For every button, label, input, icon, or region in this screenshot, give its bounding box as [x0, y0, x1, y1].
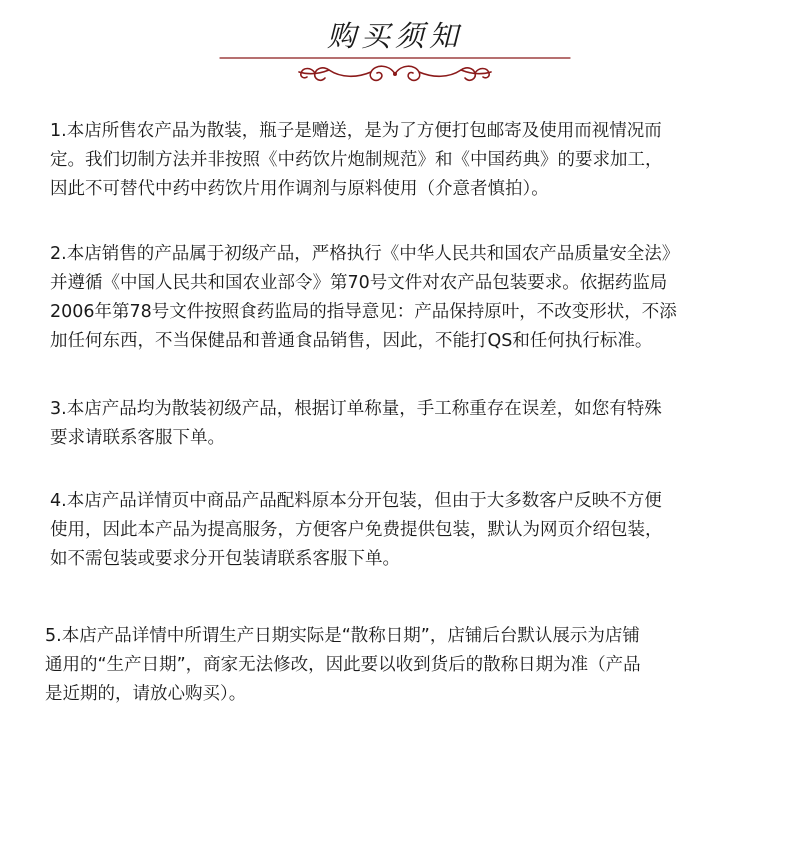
notice-line: 使用，因此本产品为提高服务，方便客户免费提供包装，默认为网页介绍包装，	[50, 520, 663, 540]
notice-item-3	[50, 395, 662, 453]
notice-line: 是近期的，请放心购买）。	[45, 684, 247, 704]
notice-line: 定。我们切制方法并非按照《中药饮片炮制规范》和《中国药典》的要求加工，	[50, 150, 663, 170]
notice-line: 并遵循《中国人民共和国农业部令》第70号文件对农产品包装要求。依据药监局	[50, 273, 668, 293]
notice-item-4	[50, 487, 663, 574]
notice-line: 5.本店产品详情中所谓生产日期实际是“散称日期”，店铺后台默认展示为店铺	[45, 626, 640, 646]
notice-line: 2.本店销售的产品属于初级产品，严格执行《中华人民共和国农产品质量安全法》	[50, 244, 680, 264]
notice-line: 3.本店产品均为散装初级产品，根据订单称量，手工称重存在误差，如您有特殊	[50, 399, 662, 419]
notice-item-1	[50, 117, 663, 204]
notice-line: 通用的“生产日期”，商家无法修改，因此要以收到货后的散称日期为准（产品	[45, 655, 641, 675]
notice-line: 2006年第78号文件按照食药监局的指导意见：产品保持原叶，不改变形状，不添	[50, 302, 677, 322]
notice-item-5	[45, 622, 641, 709]
notice-line: 1.本店所售农产品为散装，瓶子是赠送，是为了方便打包邮寄及使用而视情况而	[50, 121, 662, 141]
notice-line: 要求请联系客服下单。	[50, 428, 225, 448]
notice-line: 如不需包装或要求分开包装请联系客服下单。	[50, 549, 400, 569]
notice-line: 加任何东西，不当保健品和普通食品销售，因此，不能打QS和任何执行标准。	[50, 331, 653, 351]
notice-line: 因此不可替代中药中药饮片用作调剂与原料使用（介意者慎拍）。	[50, 179, 549, 199]
page-title: 购买须知	[326, 19, 463, 53]
header	[0, 0, 790, 95]
notice-item-2	[50, 240, 679, 356]
decorative-divider-icon	[215, 48, 575, 88]
notice-line: 4.本店产品详情页中商品产品配料原本分开包装，但由于大多数客户反映不方便	[50, 491, 662, 511]
